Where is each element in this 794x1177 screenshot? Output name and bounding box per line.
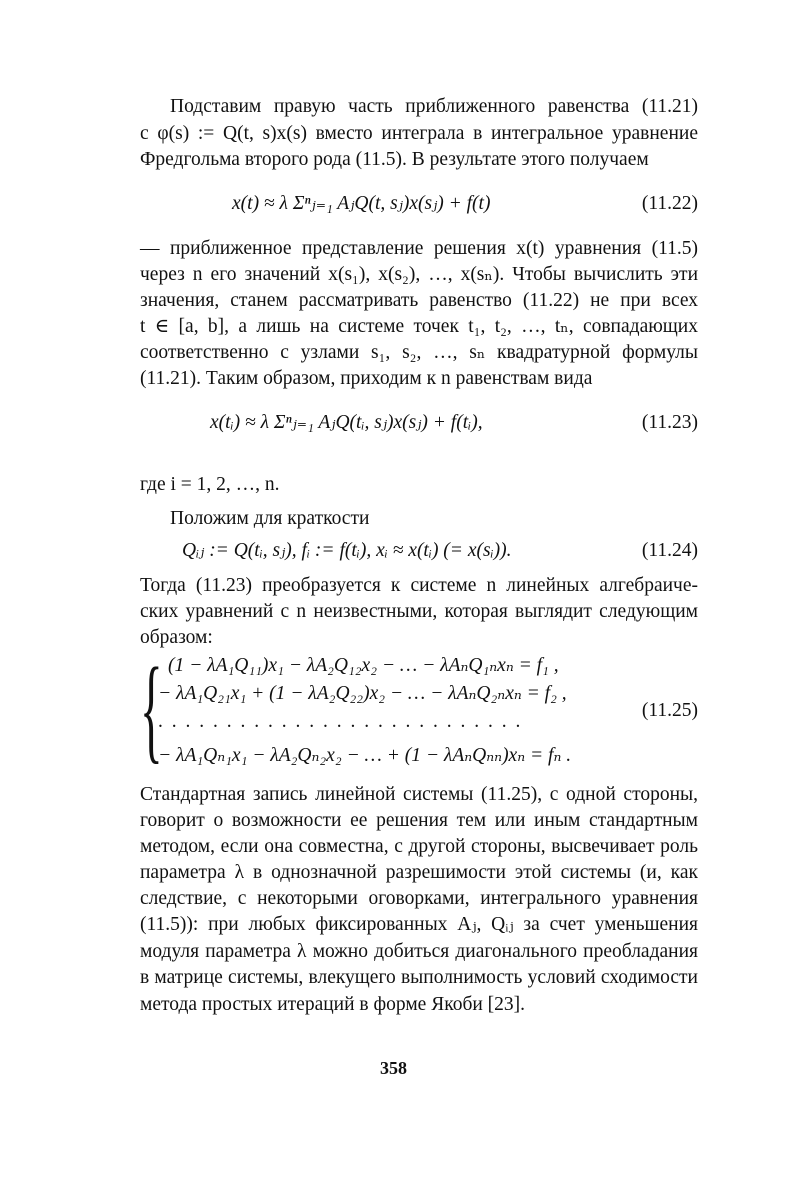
system-row: − λA₁Q₂₁x₁ + (1 − λA₂Q₂₂)x₂ − … − λAₙQ₂ₙxₙ = f₂ , bbox=[158, 683, 567, 704]
text-line: значения, станем рассматривать равенство (11.22) не при всех bbox=[140, 290, 698, 311]
text-line: ских уравнений с n неизвестными, которая выглядит следующим bbox=[140, 601, 698, 622]
equation-number: (11.22) bbox=[641, 193, 698, 214]
system-dots: . . . . . . . . . . . . . . . . . . . . . . . . . . . bbox=[158, 711, 523, 732]
text-line: методом, если она совместна, с другой стороны, высвечивает роль bbox=[140, 836, 698, 857]
text-line: модуля параметра λ можно добиться диагонального преобладания bbox=[140, 941, 698, 962]
text-line: (11.5)): при любых фиксированных Aⱼ, Qᵢⱼ за счет уменьшения bbox=[140, 914, 698, 935]
system-row: (1 − λA₁Q₁₁)x₁ − λA₂Q₁₂x₂ − … − λAₙQ₁ₙxₙ = f₁ , bbox=[168, 655, 559, 676]
equation-number: (11.25) bbox=[641, 700, 698, 721]
text-line: где i = 1, 2, …, n. bbox=[140, 474, 280, 495]
equation-text: x(t) ≈ λ Σⁿⱼ₌₁ AⱼQ(t, sⱼ)x(sⱼ) + f(t) bbox=[232, 193, 491, 214]
text-line: параметра λ в однозначной разрешимости этой системы (и, как bbox=[140, 862, 698, 883]
equation-text: Qᵢⱼ := Q(tᵢ, sⱼ), fᵢ := f(tᵢ), xᵢ ≈ x(tᵢ) (= x(sᵢ)). bbox=[182, 540, 512, 561]
system-brace: { bbox=[140, 643, 163, 774]
system-row: − λA₁Qₙ₁x₁ − λA₂Qₙ₂x₂ − … + (1 − λAₙQₙₙ)xₙ = fₙ . bbox=[158, 745, 572, 766]
text-line: в матрице системы, влекущего выполнимость условий сходимости bbox=[140, 967, 698, 988]
text-line: с φ(s) := Q(t, s)x(s) вместо интеграла в интегральное уравнение bbox=[140, 123, 698, 144]
text-line: (11.21). Таким образом, приходим к n равенствам вида bbox=[140, 368, 593, 389]
equation-text: x(tᵢ) ≈ λ Σⁿⱼ₌₁ AⱼQ(tᵢ, sⱼ)x(sⱼ) + f(tᵢ), bbox=[210, 412, 483, 433]
equation-number: (11.24) bbox=[641, 540, 698, 561]
text-line: Тогда (11.23) преобразуется к системе n линейных алгебраиче- bbox=[140, 575, 698, 596]
text-line: через n его значений x(s₁), x(s₂), …, x(sₙ). Чтобы вычислить эти bbox=[140, 264, 698, 285]
equation-number: (11.23) bbox=[641, 412, 698, 433]
text-line: Фредгольма второго рода (11.5). В результате этого получаем bbox=[140, 149, 649, 170]
text-line: Стандартная запись линейной системы (11.25), с одной стороны, bbox=[140, 784, 698, 805]
text-line: соответственно с узлами s₁, s₂, …, sₙ квадратурной формулы bbox=[140, 342, 698, 363]
text-line: Положим для краткости bbox=[170, 508, 370, 529]
text-line: Подставим правую часть приближенного равенства (11.21) bbox=[170, 96, 698, 117]
text-line: образом: bbox=[140, 627, 213, 648]
text-line: метода простых итераций в форме Якоби [23]. bbox=[140, 994, 526, 1015]
text-line: — приближенное представление решения x(t) уравнения (11.5) bbox=[140, 238, 698, 259]
text-line: t ∈ [a, b], а лишь на системе точек t₁, t₂, …, tₙ, совпадающих bbox=[140, 316, 698, 337]
text-line: следствие, с некоторыми оговорками, интегрального уравнения bbox=[140, 888, 698, 909]
page-number: 358 bbox=[380, 1058, 407, 1078]
text-line: говорит о возможности ее решения тем или иным стандартным bbox=[140, 810, 698, 831]
